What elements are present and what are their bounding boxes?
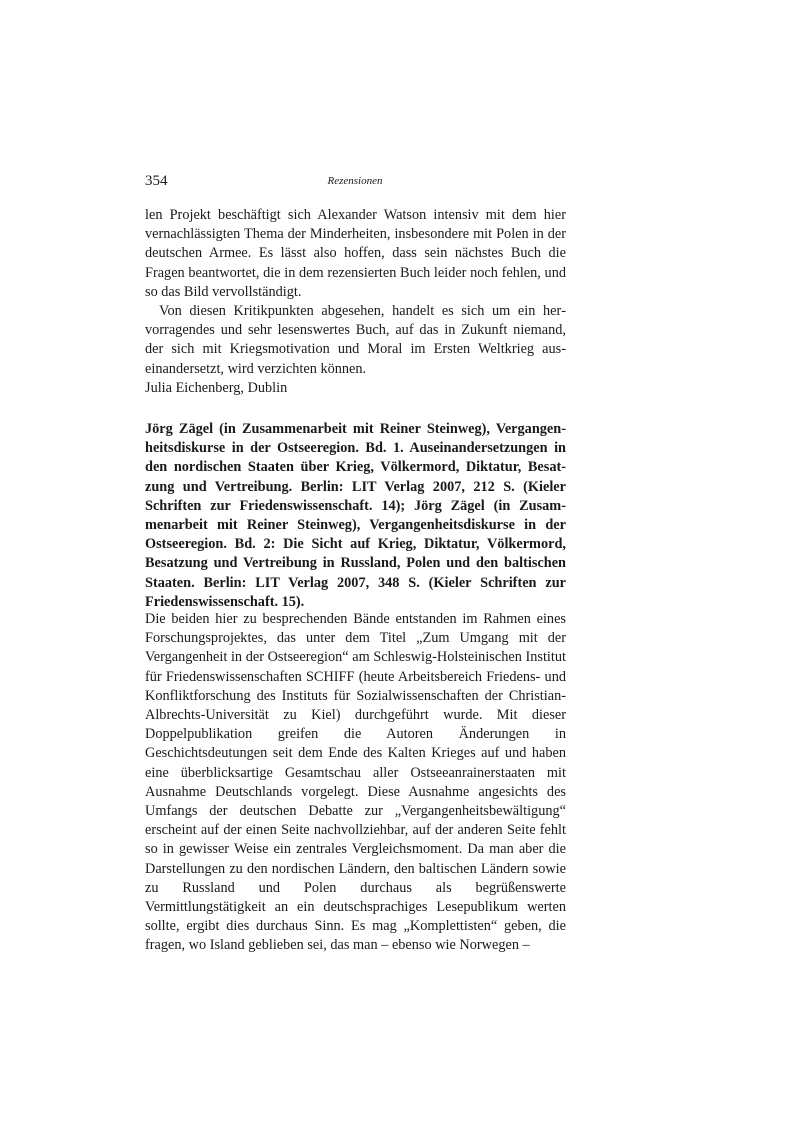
reviewer-signature: Julia Eichenberg, Dublin xyxy=(145,379,288,396)
body-paragraph: len Projekt beschäftigt sich Alexander Watson intensiv mit dem hier vernachlässigten Thema der Minderheiten, insbesondere mit Polen in der deutschen Armee. Es lässt also hoffen, dass sein nächstes Buch die Fragen beantwortet, die in dem rezensierten Buch leider noch fehlen, und so das Bild vervollständigt. xyxy=(145,207,566,300)
book-citation: Jörg Zägel (in Zusammenarbeit mit Reiner Steinweg), Vergangenheitsdiskurse in der Ostseeregion. Bd. 1. Auseinandersetzungen in den nordischen Staaten über Krieg, Völkermord, Diktatur, Besatzung und Vertreibung. Berlin: LIT Verlag 2007, 212 S. (Kieler Schriften zur Friedenswissenschaft. 14); Jörg Zägel (in Zusammenarbeit mit Reiner Steinweg), Vergangenheitsdiskurse in der Ostseeregion. Bd. 2: Die Sicht auf Krieg, Diktatur, Völkermord, Besatzung und Vertreibung in Russland, Polen und den baltischen Staaten. Berlin: LIT Verlag 2007, 348 S. (Kieler Schriften zur Friedenswissenschaft. 15). xyxy=(145,421,566,610)
body-paragraph: Die beiden hier zu besprechenden Bände entstanden im Rahmen eines Forschungsprojektes, das unter dem Titel „Zum Umgang mit der Vergangenheit in der Ostseeregion“ am Schleswig-Holsteinischen Institut für Friedenswissenschaften SCHIFF (heute Arbeitsbereich Friedens- und Konfliktforschung des Instituts für Sozialwissenschaften der Christian-Albrechts-Universität zu Kiel) durchgeführt wurde. Mit dieser Doppelpublikation greifen die Autoren Änderungen in Geschichtsdeutungen seit dem Ende des Kalten Krieges auf und haben eine überblicksartige Gesamtschau aller Ostseeanrainerstaaten mit Ausnahme Deutschlands vorgelegt. Diese Ausnahme angesichts des Umfangs der deutschen Debatte zur „Vergangenheitsbewältigung“ erscheint auf der einen Seite nachvollziehbar, auf der anderen Seite fehlt so in gewisser Weise ein zentrales Vergleichsmoment. Da man aber die Darstellungen zu den nordischen Ländern, den baltischen Ländern sowie zu Russland und Polen durchaus als begrüßenswerte Vermittlungstätigkeit an ein deutschsprachiges Lesepublikum werten sollte, ergibt dies durchaus Sinn. Es mag „Komplettisten“ geben, die fragen, wo Island geblieben sei, das man – ebenso wie Norwegen – xyxy=(145,611,566,954)
page-header xyxy=(145,173,565,193)
review-citation-block xyxy=(145,420,566,612)
body-paragraph: Von diesen Kritikpunkten abgesehen, handelt es sich um ein hervorragendes und sehr lesenswertes Buch, auf das in Zukunft niemand, der sich mit Kriegsmotivation und Moral im Ersten Weltkrieg auseinandersetzt, wird verzichten können. xyxy=(145,303,566,377)
page-number: 354 xyxy=(145,173,168,189)
review-body xyxy=(145,610,566,956)
running-head: Rezensionen xyxy=(327,175,383,187)
previous-review-ending xyxy=(145,206,566,398)
